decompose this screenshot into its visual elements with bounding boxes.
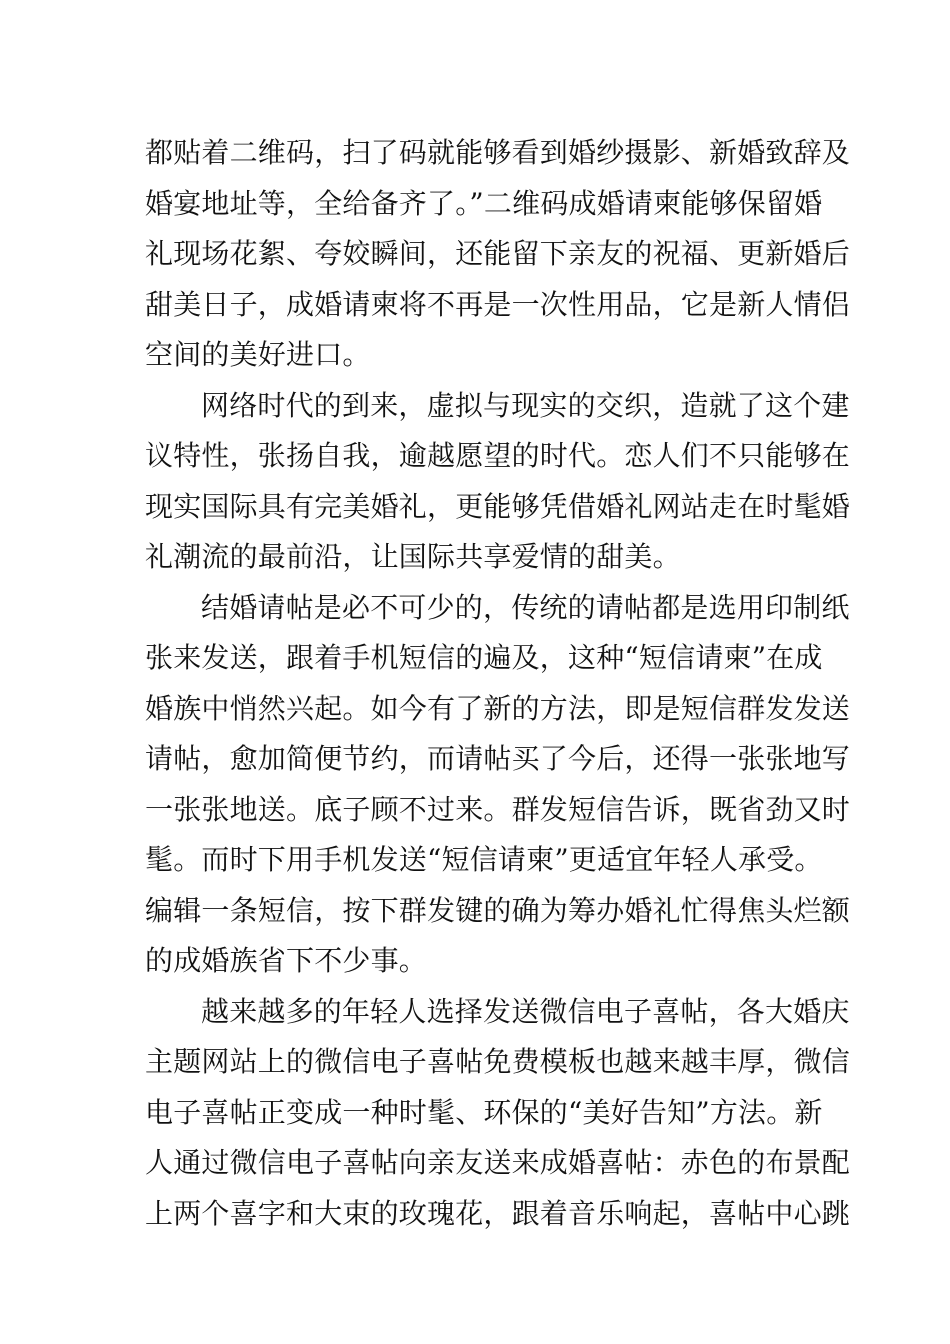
text-line: 人通过微信电子喜帖向亲友送来成婚喜帖：赤色的布景配 [145,1146,851,1179]
text-line: 现实国际具有完美婚礼，更能够凭借婚礼网站走在时髦婚 [145,489,851,523]
document-body [145,128,851,1239]
text-line: 空间的美好进口。 [145,338,371,371]
text-line: 都贴着二维码，扫了码就能够看到婚纱摄影、新婚致辞及 [145,136,851,169]
text-line: 结婚请帖是必不可少的，传统的请帖都是选用印制纸 [201,590,850,624]
text-line: 婚宴地址等，全给备齐了。”二维码成婚请柬能够保留婚 [145,186,823,220]
paragraph-4 [145,987,851,1240]
text-line: 越来越多的年轻人选择发送微信电子喜帖，各大婚庆 [201,994,850,1028]
paragraph-2 [145,381,851,583]
text-line: 一张张地送。底子顾不过来。群发短信告诉，既省劲又时 [145,792,851,826]
text-line: 婚族中悄然兴起。如今有了新的方法，即是短信群发发送 [145,691,851,725]
text-line: 礼潮流的最前沿，让国际共享爱情的甜美。 [145,540,681,573]
text-line: 请帖，愈加简便节约，而请帖买了今后，还得一张张地写 [145,742,851,775]
paragraph-3 [145,583,851,987]
text-line: 的成婚族省下不少事。 [145,944,428,977]
text-line: 礼现场花絮、夸姣瞬间，还能留下亲友的祝福、更新婚后 [145,237,851,270]
text-line: 甜美日子，成婚请柬将不再是一次性用品，它是新人情侣 [145,287,851,321]
text-line: 议特性，张扬自我，逾越愿望的时代。恋人们不只能够在 [145,439,851,472]
paragraph-1 [145,128,851,381]
text-line: 电子喜帖正变成一种时髦、环保的“美好告知”方法。新 [145,1095,823,1129]
text-line: 网络时代的到来，虚拟与现实的交织，造就了这个建 [201,388,850,422]
text-line: 上两个喜字和大束的玫瑰花，跟着音乐响起，喜帖中心跳 [145,1196,851,1230]
text-line: 编辑一条短信，按下群发键的确为筹办婚礼忙得焦头烂额 [145,893,851,927]
text-line: 主题网站上的微信电子喜帖免费模板也越来越丰厚，微信 [145,1045,851,1078]
text-line: 髦。而时下用手机发送“短信请柬”更适宜年轻人承受。 [145,843,823,876]
text-line: 张来发送，跟着手机短信的遍及，这种“短信请柬”在成 [145,641,823,674]
